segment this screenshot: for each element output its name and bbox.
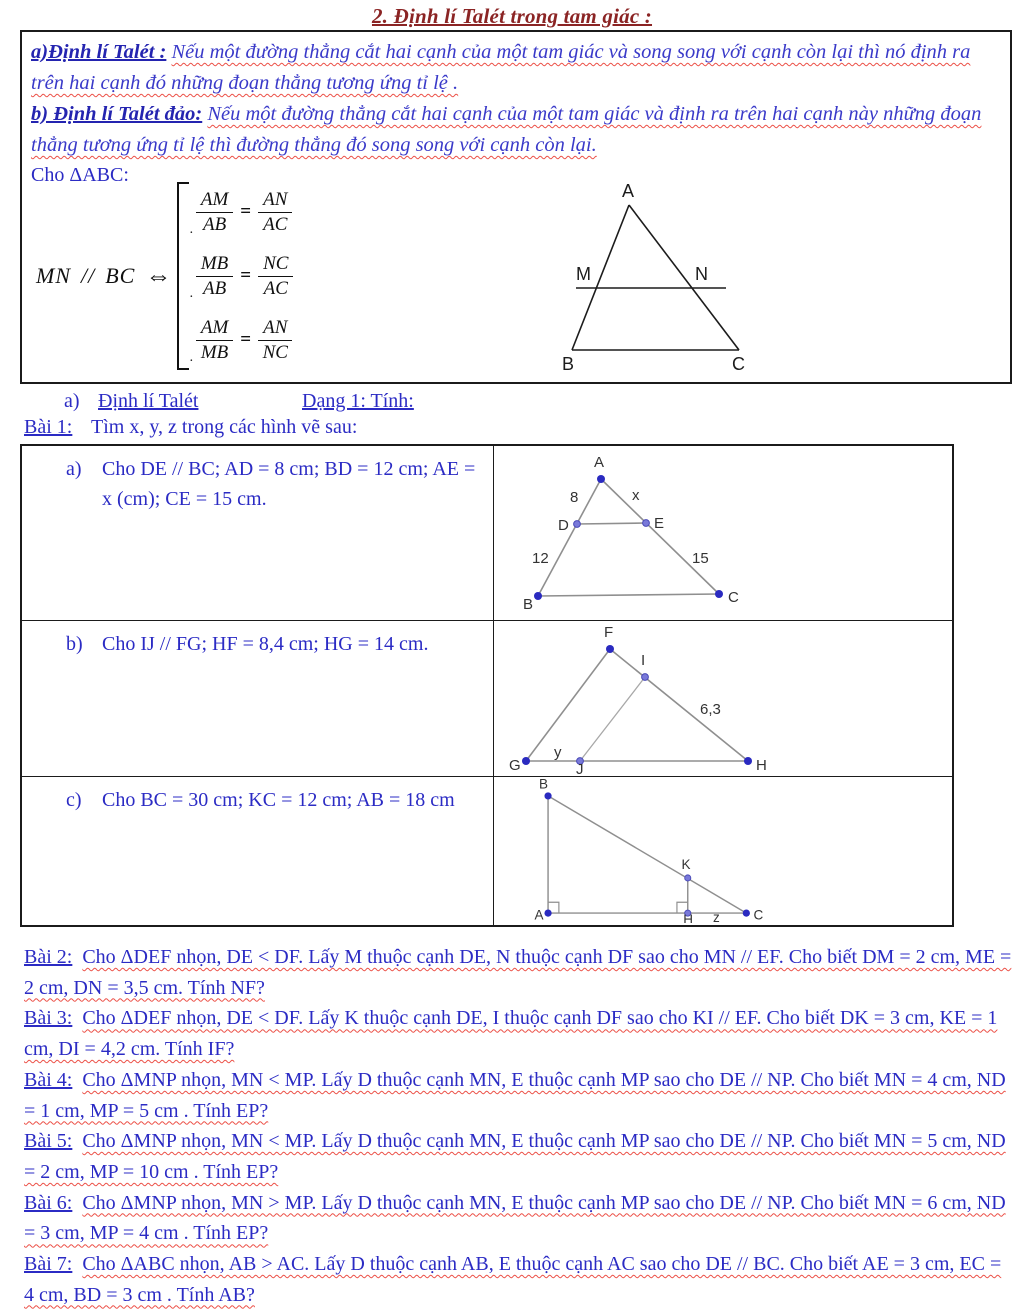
theorem-a (31, 37, 1007, 99)
equals-sign: = (240, 265, 252, 286)
figure-a-svg (494, 446, 950, 619)
bai1-label: Bài 1: (24, 416, 73, 438)
bai3-text: Cho ΔDEF nhọn, DE < DF. Lấy K thuộc cạnh DE, I thuộc cạnh DF sao cho KI // EF. Cho biết DK = 3 cm, KE = 1 cm, DI = 4,2 cm. Tính IF? (24, 1007, 998, 1061)
fig-a-label-15: 15 (692, 550, 709, 567)
table-cell-a-figure (494, 446, 952, 621)
bai5-label: Bài 5: (24, 1130, 73, 1153)
parallel-symbol: // (81, 263, 96, 288)
exercise-bai2 (24, 942, 1016, 1003)
frac1-den-left: AB (202, 213, 227, 235)
fig-main-label-A: A (622, 181, 635, 201)
iff-symbol: ⇔ (145, 261, 172, 290)
fig-main-label-B: B (562, 354, 575, 374)
theorem-a-label: a)Định lí Talét : (31, 41, 167, 63)
fig-b-label-J: J (576, 761, 584, 775)
row-a-label: a) (66, 458, 82, 480)
fig-a-label-C: C (728, 589, 739, 606)
frac2-den-right: AC (263, 277, 288, 299)
theorem-b-label: b) Định lí Talét đảo: (31, 103, 203, 125)
fig-b-label-H: H (756, 757, 767, 774)
fraction-equation-1 (189, 182, 293, 242)
bai4-label: Bài 4: (24, 1068, 73, 1091)
row-a-text: Cho DE // BC; AD = 8 cm; BD = 12 cm; AE = x (cm); CE = 15 cm. (102, 458, 476, 510)
row-c-label: c) (66, 789, 82, 811)
row-b-text: Cho IJ // FG; HF = 8,4 cm; HG = 14 cm. (102, 633, 429, 655)
fraction-equation-2 (189, 246, 293, 306)
item-dot: · (189, 354, 193, 369)
fig-a-label-B: B (523, 596, 534, 613)
fig-c-label-A: A (534, 907, 544, 923)
formula-lhs: MN (36, 263, 71, 288)
frac3-den-left: MB (200, 341, 229, 363)
theorem-paragraphs (31, 37, 1007, 161)
bai6-label: Bài 6: (24, 1191, 73, 1214)
fig-a-label-8: 8 (570, 489, 579, 506)
bai6-text: Cho ΔMNP nhọn, MN > MP. Lấy D thuộc cạnh MN, E thuộc cạnh MP sao cho DE // NP. Cho biết MN = 6 cm, ND = 3 cm, MP = 4 cm . Tính EP? (24, 1191, 1006, 1245)
bai4-text: Cho ΔMNP nhọn, MN < MP. Lấy D thuộc cạnh MN, E thuộc cạnh MP sao cho DE // NP. Cho biết MN = 4 cm, ND = 1 cm, MP = 5 cm . Tính EP? (24, 1068, 1006, 1122)
fig-c-label-K: K (681, 856, 691, 872)
fig-c-label-C: C (753, 907, 764, 923)
item-dot: · (189, 290, 193, 305)
fig-c-label-z: z (712, 910, 720, 923)
exercise-list (24, 942, 1016, 1310)
fig-a-label-A: A (594, 454, 605, 471)
triangle-edges (572, 205, 739, 350)
equals-sign: = (240, 329, 252, 350)
section-a-item: a) (64, 390, 80, 412)
talet-formula (36, 182, 293, 370)
bai2-text: Cho ΔDEF nhọn, DE < DF. Lấy M thuộc cạnh DE, N thuộc cạnh DF sao cho MN // EF. Cho biết DM = 2 cm, ME = 2 cm, DN = 3,5 cm. Tính NF? (24, 946, 1012, 999)
left-bracket (177, 182, 189, 370)
frac3-den-right: NC (262, 341, 288, 363)
triangle-abc-mn-figure (534, 170, 774, 382)
fig-main-label-N: N (695, 264, 708, 284)
fig-a-label-x: x (632, 487, 640, 504)
row-b-label: b) (66, 633, 83, 655)
fig-main-label-M: M (576, 264, 591, 284)
fraction-equation-3 (189, 310, 293, 370)
table-cell-b-text (22, 621, 494, 777)
bai7-label: Bài 7: (24, 1253, 73, 1276)
bai3-label: Bài 3: (24, 1007, 73, 1030)
frac1-num-left: AM (196, 189, 233, 213)
fig-b-label-y: y (554, 744, 562, 761)
table-cell-c-text (22, 777, 494, 925)
fig-b-label-63: 6,3 (700, 701, 721, 718)
bai7-text: Cho ΔABC nhọn, AB > AC. Lấy D thuộc cạnh AB, E thuộc cạnh AC sao cho DE // BC. Cho biết AE = 3 cm, EC = 4 cm, BD = 3 cm . Tính AB? (24, 1253, 1002, 1306)
cho-abc-line: Cho ΔABC: (31, 164, 129, 186)
fig-c-label-B: B (539, 777, 549, 792)
frac2-num-left: MB (196, 253, 233, 277)
bai1-text: Tìm x, y, z trong các hình vẽ sau: (90, 416, 358, 438)
figure-b-svg (494, 621, 950, 775)
section-heading-line (0, 390, 1024, 416)
frac2-den-left: AB (202, 277, 227, 299)
row-c-text: Cho BC = 30 cm; KC = 12 cm; AB = 18 cm (102, 789, 455, 811)
theorem-box (20, 30, 1012, 384)
bai5-text: Cho ΔMNP nhọn, MN < MP. Lấy D thuộc cạnh MN, E thuộc cạnh MP sao cho DE // NP. Cho biết MN = 5 cm, ND = 2 cm, MP = 10 cm . Tính EP? (24, 1130, 1006, 1183)
fig-a-label-E: E (654, 515, 665, 532)
section-a-title: Định lí Talét (98, 390, 199, 412)
fraction-column (189, 182, 293, 370)
frac1-num-right: AN (258, 189, 292, 213)
fig-main-label-C: C (732, 354, 745, 374)
fig-b-label-F: F (604, 624, 614, 641)
bai1-line (24, 416, 1014, 439)
bai1-table (20, 444, 954, 927)
frac1-den-right: AC (263, 213, 288, 235)
fig-c-label-H: H (683, 911, 693, 923)
frac2-num-right: NC (258, 253, 293, 277)
theorem-b-text: Nếu một đường thẳng cắt hai cạnh của một tam giác và định ra trên hai cạnh này những đoạn thẳng tương ứng tỉ lệ thì đường thẳng đó song song với cạnh còn lại. (31, 103, 982, 156)
figure-c-svg (494, 777, 950, 923)
frac3-num-left: AM (196, 317, 233, 341)
section-dang1: Dạng 1: Tính: (302, 390, 414, 412)
formula-rhs: BC (105, 263, 136, 288)
bai2-label: Bài 2: (24, 946, 73, 968)
table-cell-c-figure (494, 777, 952, 925)
exercise-bai3 (24, 1003, 1016, 1064)
fig-a-label-12: 12 (532, 550, 549, 567)
table-cell-b-figure (494, 621, 952, 777)
equals-sign: = (240, 201, 252, 222)
frac3-num-right: AN (258, 317, 292, 341)
fig-a-label-D: D (558, 517, 569, 534)
exercise-bai4 (24, 1065, 1016, 1126)
page-title: 2. Định lí Talét trong tam giác : (371, 4, 653, 28)
theorem-a-text: Nếu một đường thẳng cắt hai cạnh của một tam giác và song song với cạnh còn lại thì nó định ra trên hai cạnh đó những đoạn thẳng tương ứng tỉ lệ . (31, 41, 971, 94)
table-cell-a-text (22, 446, 494, 621)
theorem-b (31, 99, 1007, 161)
exercise-bai6 (24, 1188, 1016, 1249)
exercise-bai7 (24, 1249, 1016, 1310)
item-dot: · (189, 226, 193, 241)
fig-b-label-I: I (641, 652, 646, 669)
fig-b-label-G: G (509, 757, 521, 774)
exercise-bai5 (24, 1126, 1016, 1187)
